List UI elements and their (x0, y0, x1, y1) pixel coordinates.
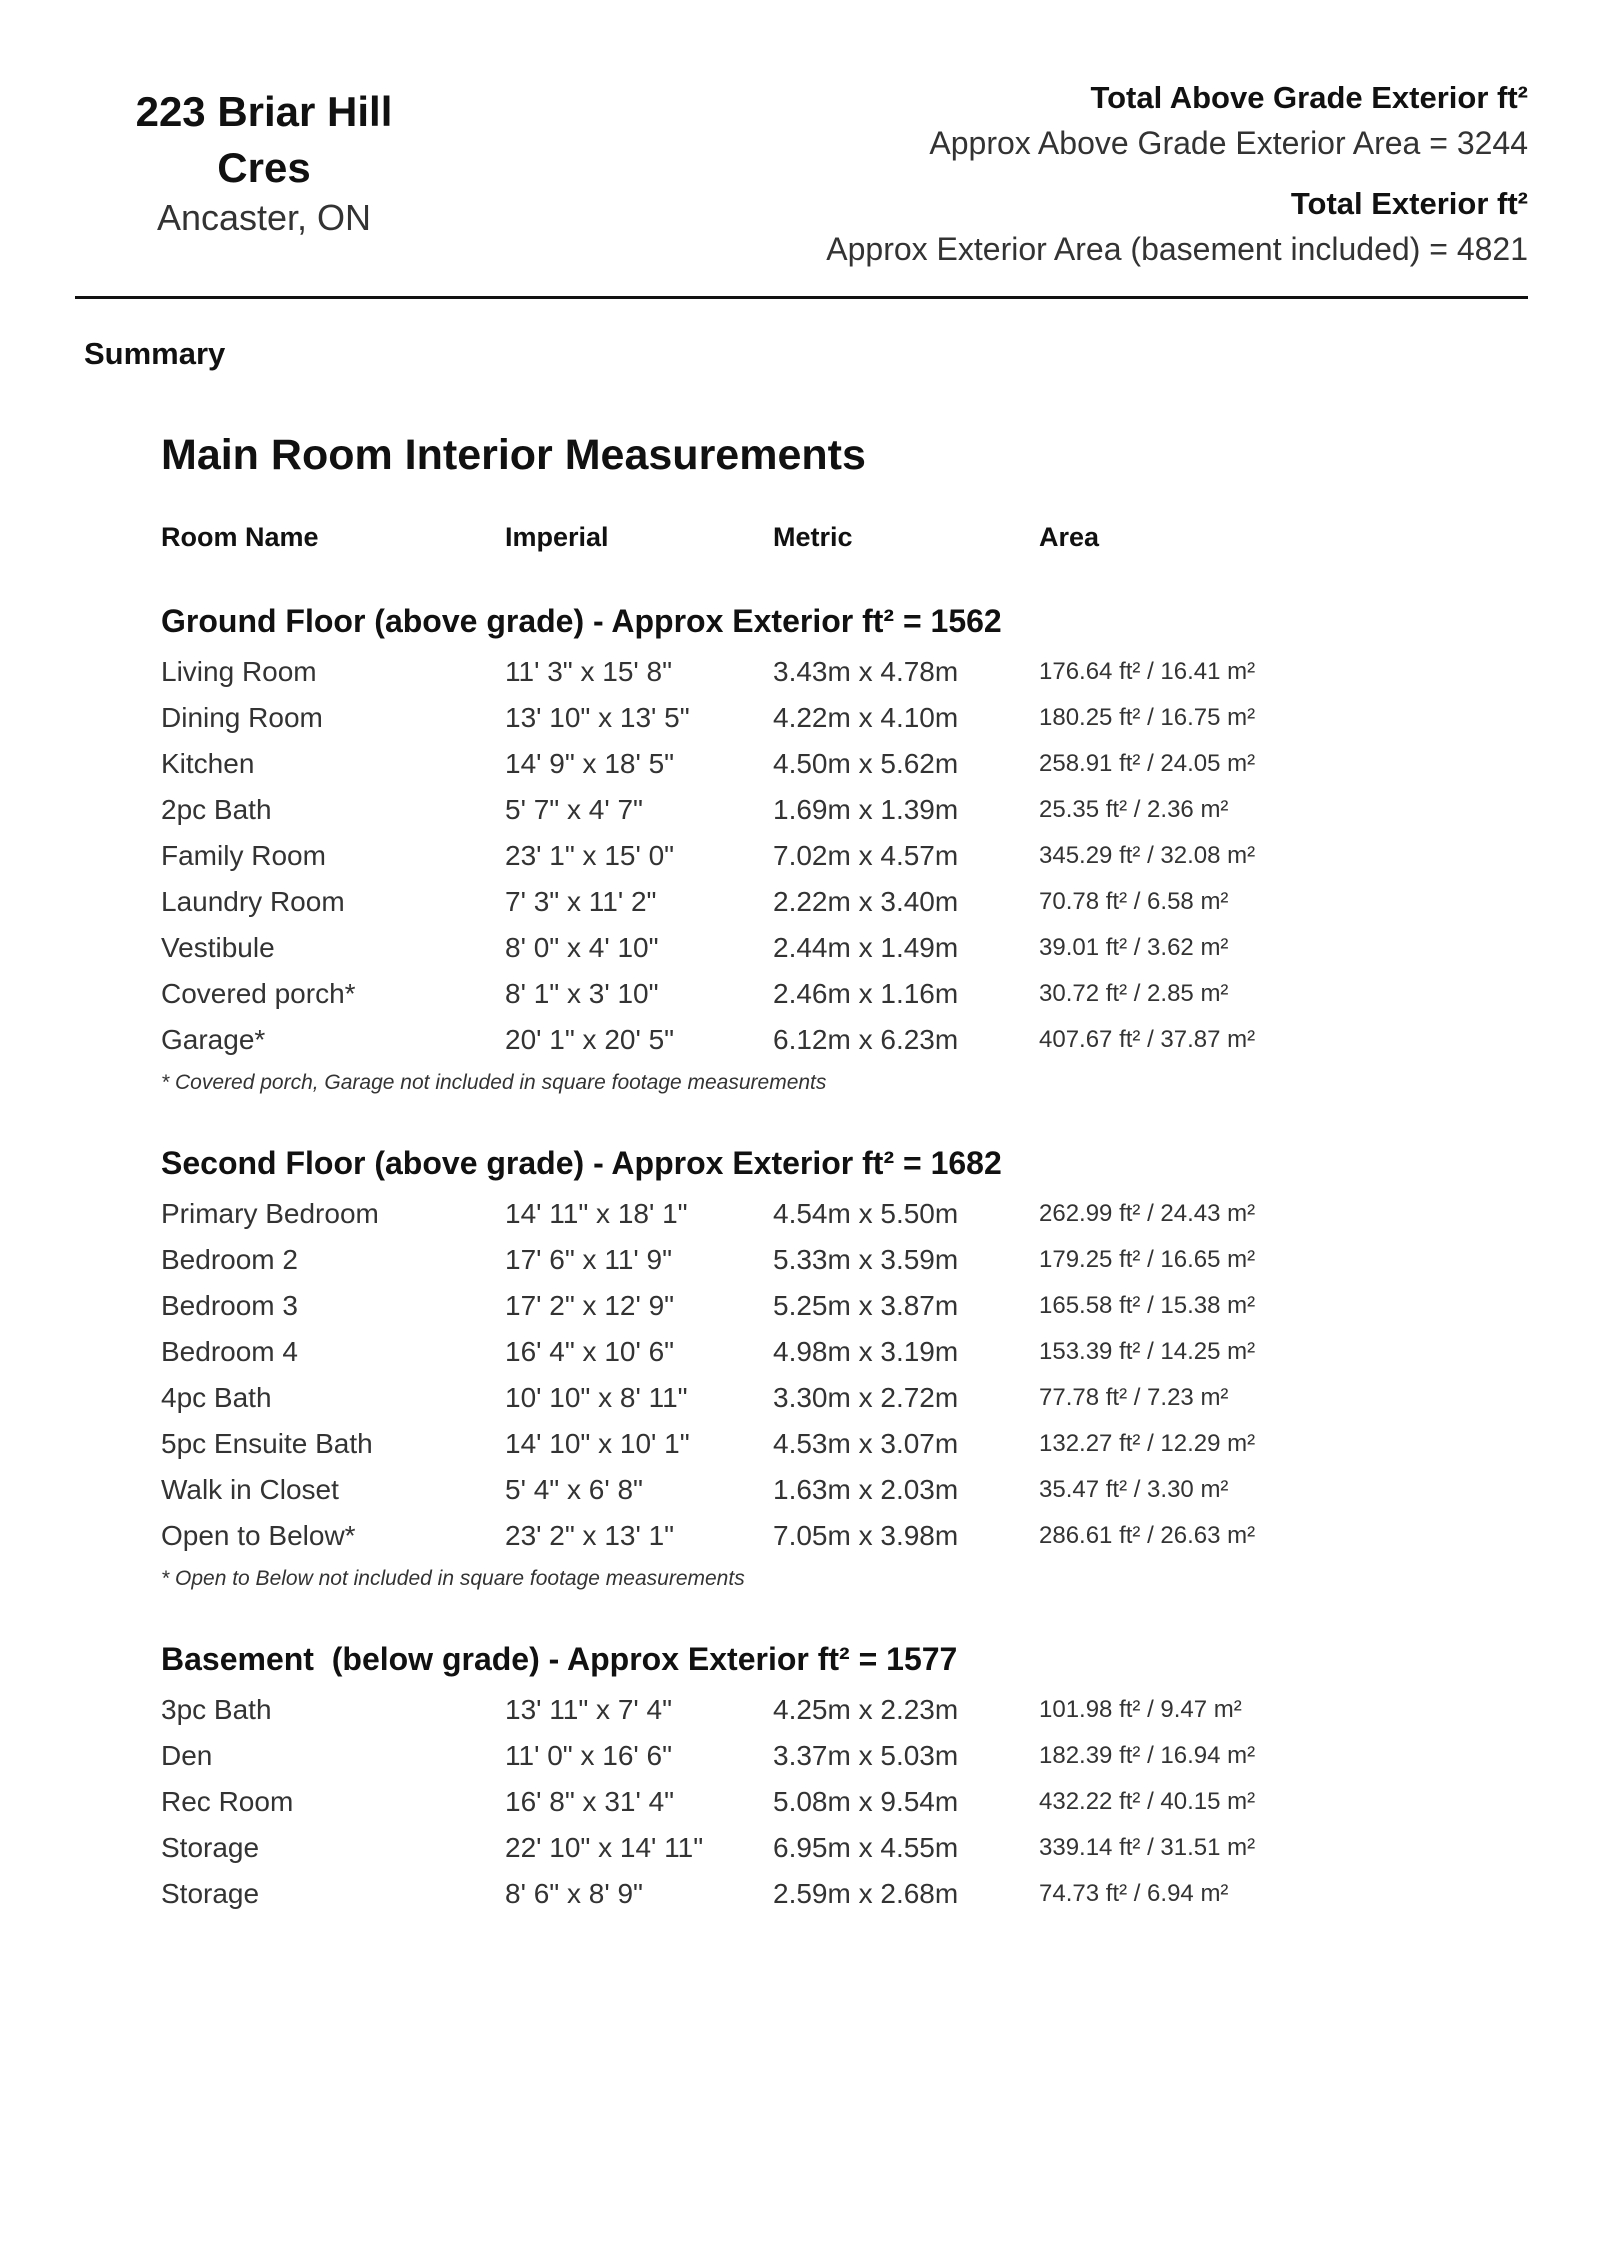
room-name: 5pc Ensuite Bath (161, 1428, 373, 1459)
room-metric: 4.22m x 4.10m (773, 702, 959, 733)
table-row (161, 1779, 1461, 1825)
room-metric: 1.63m x 2.03m (773, 1474, 959, 1505)
room-metric: 6.12m x 6.23m (773, 1024, 959, 1055)
room-imperial: 11' 3" x 15' 8" (505, 656, 673, 687)
address-street: 223 Briar Hill Cres (135, 88, 393, 191)
column-header-imperial: Imperial (505, 521, 609, 552)
table-row (161, 1467, 1461, 1513)
room-imperial: 10' 10" x 8' 11" (505, 1382, 688, 1413)
table-row (161, 1191, 1461, 1237)
room-area: 182.39 ft² / 16.94 m² (1039, 1742, 1256, 1769)
room-imperial: 16' 4" x 10' 6" (505, 1336, 675, 1367)
room-metric: 4.25m x 2.23m (773, 1694, 959, 1725)
room-area: 407.67 ft² / 37.87 m² (1039, 1026, 1256, 1053)
header-divider (75, 296, 1528, 299)
room-metric: 5.08m x 9.54m (773, 1786, 959, 1817)
column-headers (161, 517, 1461, 557)
room-imperial: 23' 2" x 13' 1" (505, 1520, 675, 1551)
room-name: Bedroom 2 (161, 1244, 298, 1275)
room-name: Rec Room (161, 1786, 294, 1817)
room-imperial: 8' 0" x 4' 10" (505, 932, 659, 963)
floor-title: Second Floor (above grade) - Approx Exterior ft² = 1682 (161, 1145, 1002, 1181)
room-name: Bedroom 3 (161, 1290, 298, 1321)
room-imperial: 13' 11" x 7' 4" (505, 1694, 673, 1725)
summary-label: Summary (84, 336, 226, 371)
room-area: 262.99 ft² / 24.43 m² (1039, 1200, 1256, 1227)
room-metric: 2.22m x 3.40m (773, 886, 959, 917)
table-row (161, 1825, 1461, 1871)
room-name: Vestibule (161, 932, 275, 963)
table-row (161, 833, 1461, 879)
total-exterior-title: Total Exterior ft² (1290, 186, 1528, 221)
floor-title: Ground Floor (above grade) - Approx Exterior ft² = 1562 (161, 603, 1002, 639)
floor-section-second (161, 1141, 1461, 1597)
room-area: 165.58 ft² / 15.38 m² (1039, 1292, 1256, 1319)
property-address (84, 84, 444, 240)
room-imperial: 22' 10" x 14' 11" (505, 1832, 704, 1863)
room-metric: 1.69m x 1.39m (773, 794, 959, 825)
room-name: Storage (161, 1832, 260, 1863)
room-area: 25.35 ft² / 2.36 m² (1039, 796, 1229, 823)
room-metric: 7.02m x 4.57m (773, 840, 959, 871)
room-metric: 5.33m x 3.59m (773, 1244, 959, 1275)
room-metric: 6.95m x 4.55m (773, 1832, 959, 1863)
room-imperial: 14' 10" x 10' 1" (505, 1428, 690, 1459)
room-area: 39.01 ft² / 3.62 m² (1039, 934, 1229, 961)
room-area: 339.14 ft² / 31.51 m² (1039, 1834, 1256, 1861)
room-area: 77.78 ft² / 7.23 m² (1039, 1384, 1229, 1411)
room-area: 286.61 ft² / 26.63 m² (1039, 1522, 1256, 1549)
table-row (161, 1421, 1461, 1467)
room-name: Primary Bedroom (161, 1198, 379, 1229)
room-imperial: 5' 7" x 4' 7" (505, 794, 643, 825)
room-area: 101.98 ft² / 9.47 m² (1039, 1696, 1242, 1723)
measurements-section (161, 425, 1461, 1917)
footnote: * Covered porch, Garage not included in square footage measurements (161, 1071, 827, 1094)
room-imperial: 11' 0" x 16' 6" (505, 1740, 673, 1771)
room-metric: 4.98m x 3.19m (773, 1336, 959, 1367)
room-name: Garage* (161, 1024, 266, 1055)
room-name: Kitchen (161, 748, 255, 779)
table-row (161, 971, 1461, 1017)
room-name: Open to Below* (161, 1520, 356, 1551)
room-imperial: 16' 8" x 31' 4" (505, 1786, 675, 1817)
room-area: 180.25 ft² / 16.75 m² (1039, 704, 1256, 731)
room-metric: 5.25m x 3.87m (773, 1290, 959, 1321)
room-area: 258.91 ft² / 24.05 m² (1039, 750, 1256, 777)
table-row (161, 787, 1461, 833)
room-imperial: 13' 10" x 13' 5" (505, 702, 690, 733)
column-header-room: Room Name (161, 521, 319, 552)
above-grade-title: Total Above Grade Exterior ft² (1090, 80, 1528, 115)
room-name: Den (161, 1740, 213, 1771)
room-name: Storage (161, 1878, 260, 1909)
table-row (161, 1687, 1461, 1733)
room-metric: 4.54m x 5.50m (773, 1198, 959, 1229)
room-area: 179.25 ft² / 16.65 m² (1039, 1246, 1256, 1273)
table-row (161, 1375, 1461, 1421)
above-grade-value: Approx Above Grade Exterior Area = 3244 (929, 125, 1528, 161)
floor-section-ground (161, 599, 1461, 1101)
room-metric: 3.37m x 5.03m (773, 1740, 959, 1771)
room-name: Living Room (161, 656, 317, 687)
address-city: Ancaster, ON (156, 197, 372, 238)
table-row (161, 1017, 1461, 1063)
room-imperial: 5' 4" x 6' 8" (505, 1474, 643, 1505)
table-row (161, 1513, 1461, 1559)
room-name: 3pc Bath (161, 1694, 272, 1725)
room-imperial: 17' 2" x 12' 9" (505, 1290, 675, 1321)
floor-section-basement (161, 1637, 1461, 1917)
room-name: 4pc Bath (161, 1382, 272, 1413)
room-name: Walk in Closet (161, 1474, 339, 1505)
room-metric: 2.59m x 2.68m (773, 1878, 959, 1909)
room-name: Covered porch* (161, 978, 356, 1009)
column-header-area: Area (1039, 521, 1100, 552)
room-metric: 2.46m x 1.16m (773, 978, 959, 1009)
room-name: Laundry Room (161, 886, 345, 917)
room-name: Dining Room (161, 702, 323, 733)
room-metric: 4.50m x 5.62m (773, 748, 959, 779)
table-row (161, 925, 1461, 971)
table-row (161, 1871, 1461, 1917)
total-exterior-value: Approx Exterior Area (basement included) = 4821 (826, 231, 1528, 267)
room-name: 2pc Bath (161, 794, 272, 825)
table-row (161, 1733, 1461, 1779)
floor-title: Basement (below grade) - Approx Exterior ft² = 1577 (161, 1641, 958, 1677)
room-name: Bedroom 4 (161, 1336, 298, 1367)
room-area: 74.73 ft² / 6.94 m² (1039, 1880, 1229, 1907)
room-metric: 3.43m x 4.78m (773, 656, 959, 687)
room-metric: 2.44m x 1.49m (773, 932, 959, 963)
table-row (161, 1329, 1461, 1375)
table-row (161, 649, 1461, 695)
table-row (161, 741, 1461, 787)
room-area: 345.29 ft² / 32.08 m² (1039, 842, 1256, 869)
table-row (161, 695, 1461, 741)
room-area: 153.39 ft² / 14.25 m² (1039, 1338, 1256, 1365)
room-area: 70.78 ft² / 6.58 m² (1039, 888, 1229, 915)
room-imperial: 8' 6" x 8' 9" (505, 1878, 643, 1909)
room-metric: 7.05m x 3.98m (773, 1520, 959, 1551)
column-header-metric: Metric (773, 521, 853, 552)
room-imperial: 20' 1" x 20' 5" (505, 1024, 675, 1055)
room-imperial: 7' 3" x 11' 2" (505, 886, 657, 917)
table-row (161, 1283, 1461, 1329)
room-imperial: 17' 6" x 11' 9" (505, 1244, 673, 1275)
room-imperial: 14' 11" x 18' 1" (505, 1198, 688, 1229)
room-name: Family Room (161, 840, 326, 871)
table-row (161, 1237, 1461, 1283)
room-metric: 3.30m x 2.72m (773, 1382, 959, 1413)
room-metric: 4.53m x 3.07m (773, 1428, 959, 1459)
room-imperial: 8' 1" x 3' 10" (505, 978, 659, 1009)
area-totals (628, 76, 1528, 288)
room-area: 35.47 ft² / 3.30 m² (1039, 1476, 1229, 1503)
table-row (161, 879, 1461, 925)
page-header (0, 0, 1600, 300)
room-area: 176.64 ft² / 16.41 m² (1039, 658, 1256, 685)
footnote: * Open to Below not included in square footage measurements (161, 1567, 745, 1590)
page-title: Main Room Interior Measurements (161, 431, 866, 479)
room-area: 30.72 ft² / 2.85 m² (1039, 980, 1229, 1007)
room-area: 432.22 ft² / 40.15 m² (1039, 1788, 1256, 1815)
room-imperial: 14' 9" x 18' 5" (505, 748, 675, 779)
room-area: 132.27 ft² / 12.29 m² (1039, 1430, 1256, 1457)
room-imperial: 23' 1" x 15' 0" (505, 840, 675, 871)
